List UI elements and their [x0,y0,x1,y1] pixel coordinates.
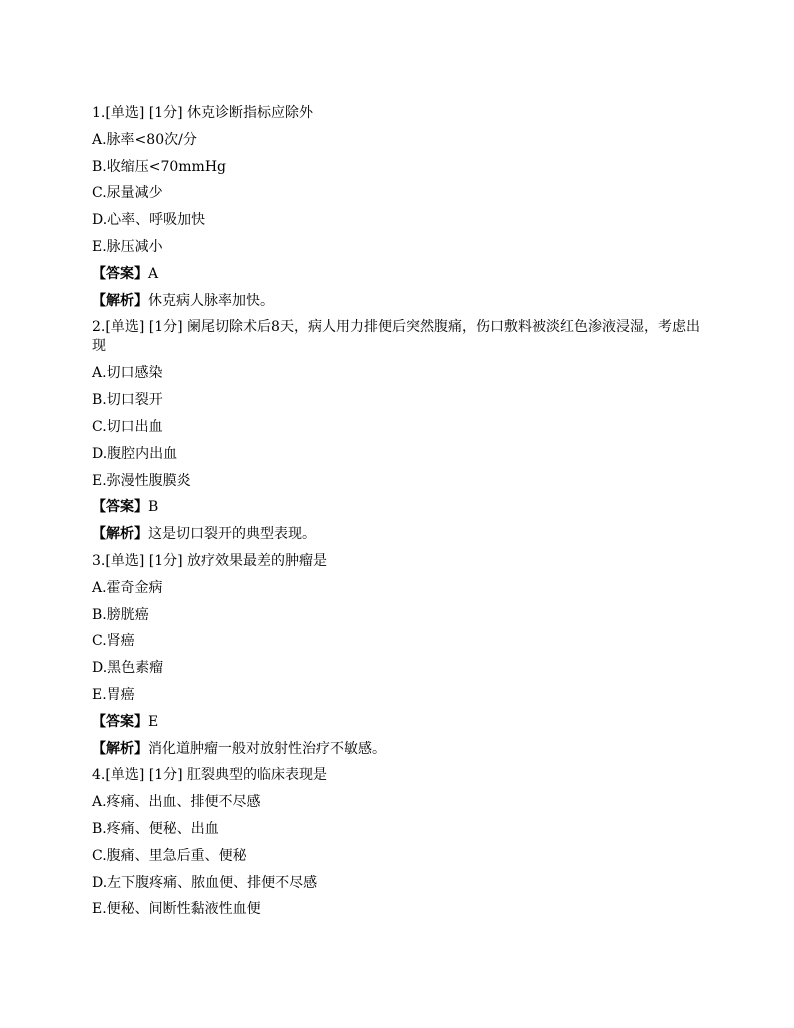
analysis-line [92,736,712,763]
question-number: 3. [92,552,106,569]
answer-value: A [148,265,159,282]
option-a: A.脉率<80次/分 [92,131,197,148]
question-stem [92,100,712,127]
question-stem [92,762,712,789]
option-e: E.胃癌 [92,686,135,703]
option-a: A.霍奇金病 [92,579,163,596]
analysis-line [92,288,712,315]
question-3 [92,548,712,762]
question-type: [单选] [105,319,145,336]
question-number: 1. [92,105,106,121]
answer-label: 【答案】 [92,499,148,516]
question-type: [单选] [105,767,145,784]
option-d: D.左下腹疼痛、脓血便、排便不尽感 [92,874,318,891]
analysis-text: 休克病人脉率加快。 [148,292,274,309]
option-b: B.疼痛、便秘、出血 [92,820,219,837]
answer-label: 【答案】 [92,265,148,282]
option-e: E.便秘、间断性黏液性血便 [92,901,261,918]
answer-line [92,494,712,521]
option-c: C.切口出血 [92,418,163,435]
question-text: 休克诊断指标应除外 [187,105,314,121]
analysis-label: 【解析】 [92,526,148,543]
option-d: D.腹腔内出血 [92,445,178,462]
question-number: 4. [92,767,106,784]
answer-line [92,261,712,288]
analysis-label: 【解析】 [92,292,148,309]
question-text: 阑尾切除术后8天，病人用力排便后突然腹痛，伤口敷料被淡红色渗液浸湿，考虑出现 [92,319,700,355]
option-e: E.脉压减小 [92,238,163,255]
question-score: [1分] [148,105,183,121]
answer-value: E [148,713,159,730]
option-a: A.疼痛、出血、排便不尽感 [92,794,261,811]
analysis-line [92,521,712,548]
question-stem [92,314,712,360]
question-2 [92,314,712,548]
analysis-text: 这是切口裂开的典型表现。 [148,526,316,543]
question-1 [92,100,712,314]
analysis-label: 【解析】 [92,740,148,757]
option-a: A.切口感染 [92,365,163,382]
option-d: D.心率、呼吸加快 [92,212,206,229]
option-d: D.黑色素瘤 [92,660,164,677]
option-b: B.膀胱癌 [92,606,149,623]
question-type: [单选] [105,552,145,569]
option-c: C.尿量减少 [92,185,163,202]
question-number: 2. [92,319,106,336]
option-e: E.弥漫性腹膜炎 [92,472,191,489]
question-score: [1分] [148,767,183,784]
question-score: [1分] [148,319,183,336]
question-text: 肛裂典型的临床表现是 [187,767,328,784]
analysis-text: 消化道肿瘤一般对放射性治疗不敏感。 [148,740,386,757]
exam-page [92,100,712,923]
answer-line [92,709,712,736]
answer-value: B [148,499,159,516]
question-4 [92,762,712,923]
question-stem [92,548,712,575]
option-b: B.切口裂开 [92,392,163,409]
option-c: C.腹痛、里急后重、便秘 [92,847,247,864]
answer-label: 【答案】 [92,713,148,730]
option-c: C.肾癌 [92,633,135,650]
question-type: [单选] [105,105,145,121]
option-b: B.收缩压<70mmHg [92,158,227,175]
question-score: [1分] [148,552,183,569]
question-text: 放疗效果最差的肿瘤是 [187,552,328,569]
